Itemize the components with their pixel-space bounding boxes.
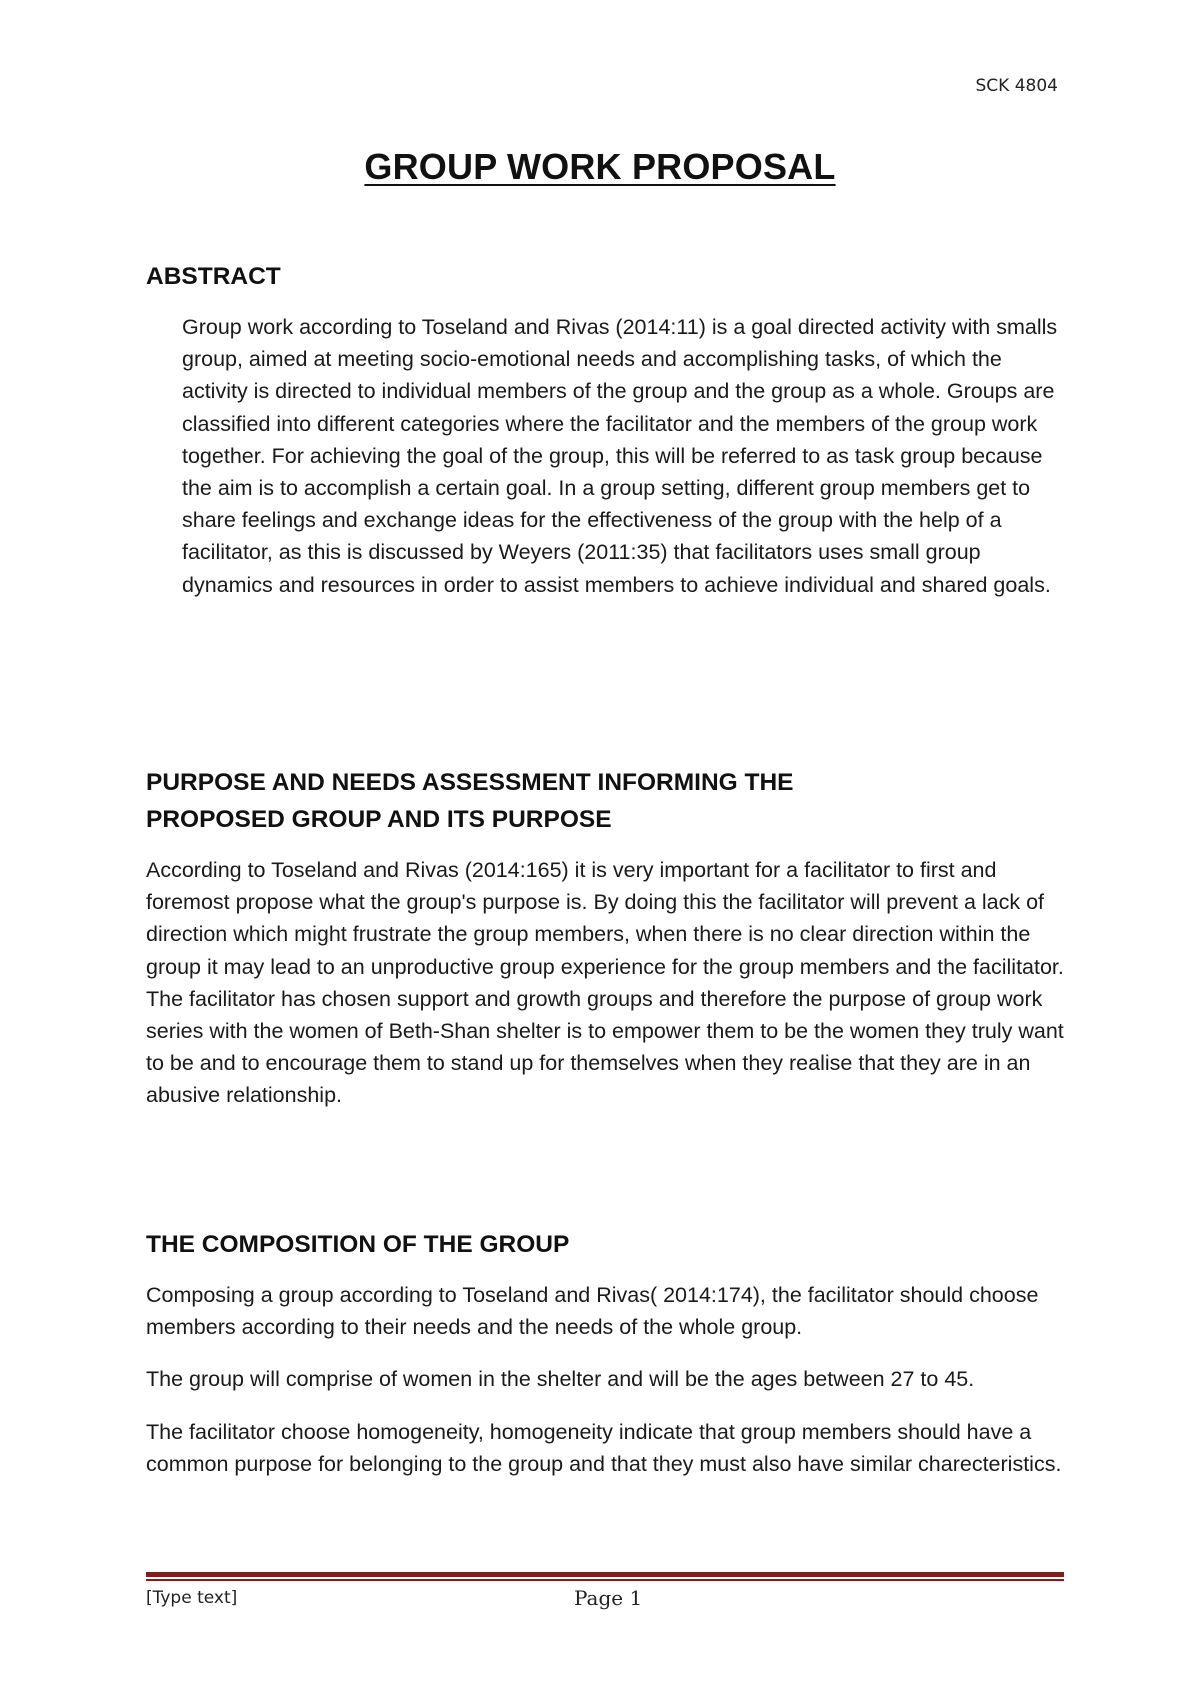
document-title: GROUP WORK PROPOSAL: [364, 146, 836, 187]
header-document-code: SCK 4804: [975, 76, 1058, 96]
composition-paragraph-2: The group will comprise of women in the shelter and will be the ages between 27 to 45.: [146, 1367, 975, 1392]
abstract-heading: ABSTRACT: [146, 263, 281, 290]
composition-paragraph-1: Composing a group according to Toseland and Rivas( 2014:174), the facilitator should choose members according to their needs and the needs of the whole group.: [146, 1283, 1039, 1340]
footer-rule: [146, 1572, 1064, 1581]
composition-section: [146, 1226, 1066, 1480]
abstract-paragraph: Group work according to Toseland and Rivas (2014:11) is a goal directed activity with smalls group, aimed at meeting socio-emotional needs and accomplishing tasks, of which the activity is directed to individual members of the group and the group as a whole. Groups are classified into different categories where the facilitator and the members of the group work together. For achieving the goal of the group, this will be referred to as task group because the aim is to accomplish a certain goal. In a group setting, different group members get to share feelings and exchange ideas for the effectiveness of the group with the help of a facilitator, as this is discussed by Weyers (2011:35) that facilitators uses small group dynamics and resources in order to assist members to achieve individual and shared goals.: [182, 315, 1058, 597]
purpose-section: [146, 764, 1066, 1112]
composition-heading: THE COMPOSITION OF THE GROUP: [146, 1231, 570, 1258]
footer-rule-thick: [146, 1572, 1064, 1577]
footer-placeholder-text: [Type text]: [146, 1588, 238, 1608]
purpose-heading-line-1: PURPOSE AND NEEDS ASSESSMENT INFORMING THE: [146, 769, 794, 796]
footer-page-number: Page 1: [574, 1586, 643, 1610]
abstract-section: [146, 258, 1066, 601]
composition-paragraph-3: The facilitator choose homogeneity, homogeneity indicate that group members should have a common purpose for belonging to the group and that they must also have similar charecteristics.: [146, 1419, 1062, 1476]
footer-rule-thin: [146, 1579, 1064, 1581]
purpose-paragraph: According to Toseland and Rivas (2014:165) it is very important for a facilitator to first and foremost propose what the group's purpose is. By doing this the facilitator will prevent a lack of direction which might frustrate the group members, when there is no clear direction within the group it may lead to an unproductive group experience for the group members and the facilitator. The facilitator has chosen support and growth groups and therefore the purpose of group work series with the women of Beth-Shan shelter is to empower them to be the women they truly want to be and to encourage them to stand up for themselves when they realise that they are in an abusive relationship.: [146, 858, 1064, 1108]
purpose-heading-line-2: PROPOSED GROUP AND ITS PURPOSE: [146, 806, 612, 833]
purpose-heading: [146, 764, 1066, 838]
